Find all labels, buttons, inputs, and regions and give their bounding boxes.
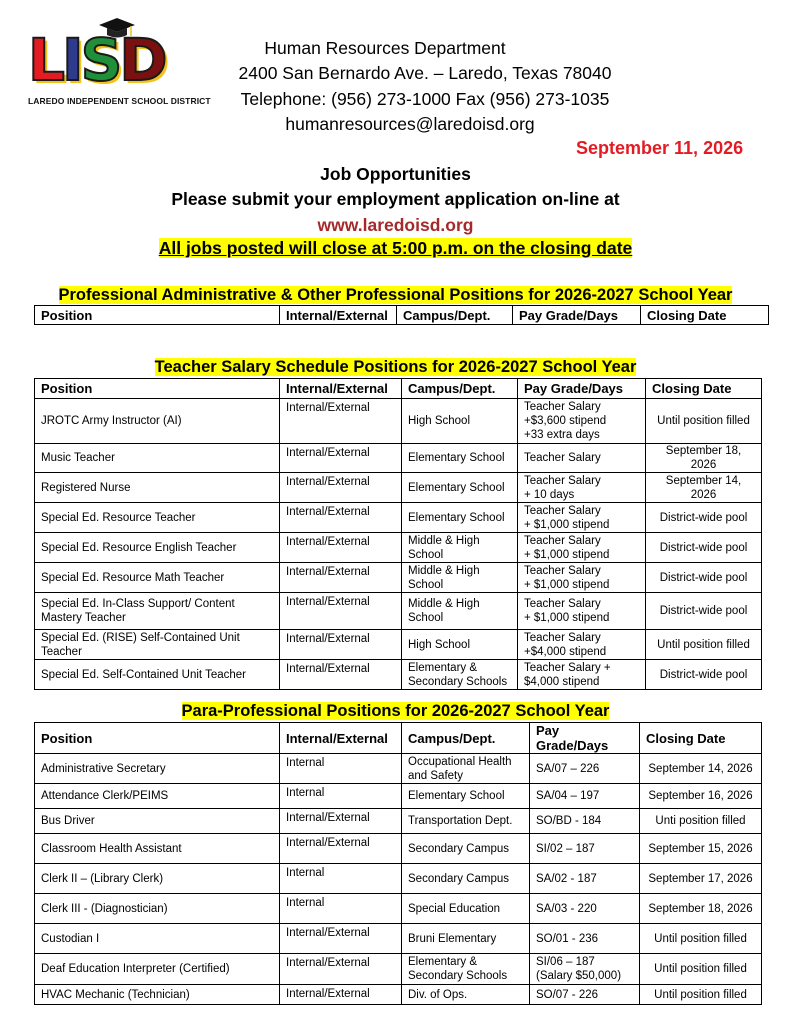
table-row (35, 660, 762, 690)
cell-campus: Bruni Elementary (402, 924, 530, 954)
table-row (35, 473, 762, 503)
cell-closing-date: September 18, 2026 (646, 444, 762, 473)
cell-position: HVAC Mechanic (Technician) (35, 985, 280, 1005)
header-campus: Campus/Dept. (402, 379, 518, 399)
cell-internal-external: Internal/External (280, 444, 402, 473)
cell-closing-date: Until position filled (640, 924, 762, 954)
table-row (35, 985, 762, 1005)
cell-campus: Elementary School (402, 503, 518, 533)
closing-notice: All jobs posted will close at 5:00 p.m. on the closing date (158, 238, 633, 258)
header-internal-external: Internal/External (280, 379, 402, 399)
table-row (35, 784, 762, 809)
cell-campus: Elementary & Secondary Schools (402, 954, 530, 985)
cell-closing-date: District-wide pool (646, 503, 762, 533)
cell-pay-grade: SO/BD - 184 (530, 809, 640, 834)
cell-pay-grade: SO/07 - 226 (530, 985, 640, 1005)
table-row (35, 563, 762, 593)
table-header-row (35, 379, 762, 399)
cell-position: Bus Driver (35, 809, 280, 834)
cell-internal-external: Internal (280, 754, 402, 784)
department-name: Human Resources Department (264, 38, 506, 58)
cell-internal-external: Internal/External (280, 954, 402, 985)
department-email[interactable]: humanresources@laredoisd.org (285, 114, 535, 134)
cell-closing-date: September 16, 2026 (640, 784, 762, 809)
header-pay-grade: Pay Grade/Days (518, 379, 646, 399)
cell-campus: Middle & High School (402, 533, 518, 563)
cell-closing-date: September 14, 2026 (640, 754, 762, 784)
header-closing-date: Closing Date (646, 379, 762, 399)
cell-pay-grade: SO/01 - 236 (530, 924, 640, 954)
cell-position: Special Ed. (RISE) Self-Contained Unit Teacher (35, 630, 280, 660)
para-table (34, 722, 762, 1005)
cell-position: JROTC Army Instructor (AI) (35, 399, 280, 444)
cell-closing-date: Until position filled (640, 985, 762, 1005)
cell-position: Clerk II – (Library Clerk) (35, 864, 280, 894)
cell-position: Special Ed. Resource English Teacher (35, 533, 280, 563)
header-closing-date: Closing Date (641, 306, 769, 325)
cell-internal-external: Internal/External (280, 630, 402, 660)
cell-internal-external: Internal (280, 894, 402, 924)
cell-position: Registered Nurse (35, 473, 280, 503)
teacher-section-title: Teacher Salary Schedule Positions for 2026-2027 School Year (154, 358, 637, 376)
cell-internal-external: Internal/External (280, 834, 402, 864)
cell-position: Special Ed. Resource Teacher (35, 503, 280, 533)
department-phone: Telephone: (956) 273-1000 Fax (956) 273-1035 (240, 89, 610, 109)
table-row (35, 954, 762, 985)
posting-date: September 11, 2026 (576, 138, 744, 158)
cell-closing-date: District-wide pool (646, 593, 762, 630)
table-header-row (35, 723, 762, 754)
cell-closing-date: District-wide pool (646, 660, 762, 690)
cell-campus: Middle & High School (402, 563, 518, 593)
district-logo (28, 16, 211, 108)
cell-internal-external: Internal/External (280, 533, 402, 563)
cell-internal-external: Internal/External (280, 503, 402, 533)
cell-closing-date: Until position filled (646, 630, 762, 660)
cell-campus: High School (402, 399, 518, 444)
cell-pay-grade: Teacher Salary + $1,000 stipend (518, 593, 646, 630)
table-row (35, 444, 762, 473)
header-position: Position (35, 723, 280, 754)
cell-pay-grade: Teacher Salary + $4,000 stipend (518, 660, 646, 690)
table-row (35, 593, 762, 630)
table-row (35, 503, 762, 533)
table-row (35, 924, 762, 954)
cell-closing-date: Unti position filled (640, 809, 762, 834)
cell-campus: Secondary Campus (402, 834, 530, 864)
table-row (35, 754, 762, 784)
table-row (35, 809, 762, 834)
cell-campus: Elementary School (402, 444, 518, 473)
cell-pay-grade: Teacher Salary + $1,000 stipend (518, 563, 646, 593)
cell-pay-grade: Teacher Salary +$3,600 stipend +33 extra days (518, 399, 646, 444)
logo-subtitle: LAREDO INDEPENDENT SCHOOL DISTRICT (28, 96, 211, 106)
cell-campus: Elementary & Secondary Schools (402, 660, 518, 690)
website-link[interactable]: www.laredoisd.org (317, 215, 474, 235)
table-row (35, 399, 762, 444)
header-position: Position (35, 306, 280, 325)
cell-position: Classroom Health Assistant (35, 834, 280, 864)
header-pay-grade: Pay Grade/Days (530, 723, 640, 754)
cell-position: Special Ed. Self-Contained Unit Teacher (35, 660, 280, 690)
cell-position: Administrative Secretary (35, 754, 280, 784)
cell-position: Deaf Education Interpreter (Certified) (35, 954, 280, 985)
cell-internal-external: Internal/External (280, 924, 402, 954)
cell-internal-external: Internal/External (280, 399, 402, 444)
cell-pay-grade: Teacher Salary (518, 444, 646, 473)
cell-internal-external: Internal/External (280, 593, 402, 630)
cell-closing-date: Until position filled (646, 399, 762, 444)
header-campus: Campus/Dept. (397, 306, 513, 325)
professional-table (34, 305, 769, 325)
header-pay-grade: Pay Grade/Days (513, 306, 641, 325)
table-row (35, 533, 762, 563)
cell-closing-date: September 14, 2026 (646, 473, 762, 503)
cell-campus: Secondary Campus (402, 864, 530, 894)
cell-campus: High School (402, 630, 518, 660)
teacher-table (34, 378, 762, 690)
header-campus: Campus/Dept. (402, 723, 530, 754)
cell-pay-grade: SA/04 – 197 (530, 784, 640, 809)
cell-position: Attendance Clerk/PEIMS (35, 784, 280, 809)
cell-internal-external: Internal/External (280, 985, 402, 1005)
header-position: Position (35, 379, 280, 399)
professional-section-title: Professional Administrative & Other Professional Positions for 2026-2027 School Year (58, 286, 733, 304)
table-row (35, 894, 762, 924)
cell-position: Music Teacher (35, 444, 280, 473)
cell-pay-grade: Teacher Salary + $1,000 stipend (518, 503, 646, 533)
para-section-title: Para-Professional Positions for 2026-2027 School Year (181, 702, 610, 720)
cell-pay-grade: SI/06 – 187 (Salary $50,000) (530, 954, 640, 985)
cell-internal-external: Internal (280, 784, 402, 809)
cell-pay-grade: Teacher Salary + $1,000 stipend (518, 533, 646, 563)
table-row (35, 864, 762, 894)
page-title: Job Opportunities (320, 164, 471, 184)
cell-pay-grade: SA/03 - 220 (530, 894, 640, 924)
cell-campus: Special Education (402, 894, 530, 924)
application-instruction: Please submit your employment application on-line at (171, 189, 620, 209)
cell-internal-external: Internal/External (280, 563, 402, 593)
cell-internal-external: Internal (280, 864, 402, 894)
cell-internal-external: Internal/External (280, 809, 402, 834)
header-internal-external: Internal/External (280, 723, 402, 754)
cell-campus: Occupational Health and Safety (402, 754, 530, 784)
cell-campus: Middle & High School (402, 593, 518, 630)
header-internal-external: Internal/External (280, 306, 397, 325)
cell-internal-external: Internal/External (280, 660, 402, 690)
cell-position: Special Ed. Resource Math Teacher (35, 563, 280, 593)
cell-pay-grade: Teacher Salary +$4,000 stipend (518, 630, 646, 660)
cell-closing-date: District-wide pool (646, 533, 762, 563)
cell-closing-date: District-wide pool (646, 563, 762, 593)
cell-pay-grade: SA/02 - 187 (530, 864, 640, 894)
cell-position: Special Ed. In-Class Support/ Content Mastery Teacher (35, 593, 280, 630)
cell-position: Clerk III - (Diagnostician) (35, 894, 280, 924)
cell-pay-grade: SI/02 – 187 (530, 834, 640, 864)
cell-pay-grade: SA/07 – 226 (530, 754, 640, 784)
department-address: 2400 San Bernardo Ave. – Laredo, Texas 78040 (238, 63, 612, 83)
table-row (35, 630, 762, 660)
cell-closing-date: Until position filled (640, 954, 762, 985)
cell-closing-date: September 15, 2026 (640, 834, 762, 864)
cell-campus: Elementary School (402, 784, 530, 809)
cell-campus: Div. of Ops. (402, 985, 530, 1005)
cell-position: Custodian I (35, 924, 280, 954)
cell-closing-date: September 18, 2026 (640, 894, 762, 924)
cell-closing-date: September 17, 2026 (640, 864, 762, 894)
cell-internal-external: Internal/External (280, 473, 402, 503)
cell-campus: Transportation Dept. (402, 809, 530, 834)
logo-lettering: LISD (28, 26, 165, 94)
table-row (35, 834, 762, 864)
cell-campus: Elementary School (402, 473, 518, 503)
cell-pay-grade: Teacher Salary + 10 days (518, 473, 646, 503)
table-header-row (35, 306, 769, 325)
header-closing-date: Closing Date (640, 723, 762, 754)
